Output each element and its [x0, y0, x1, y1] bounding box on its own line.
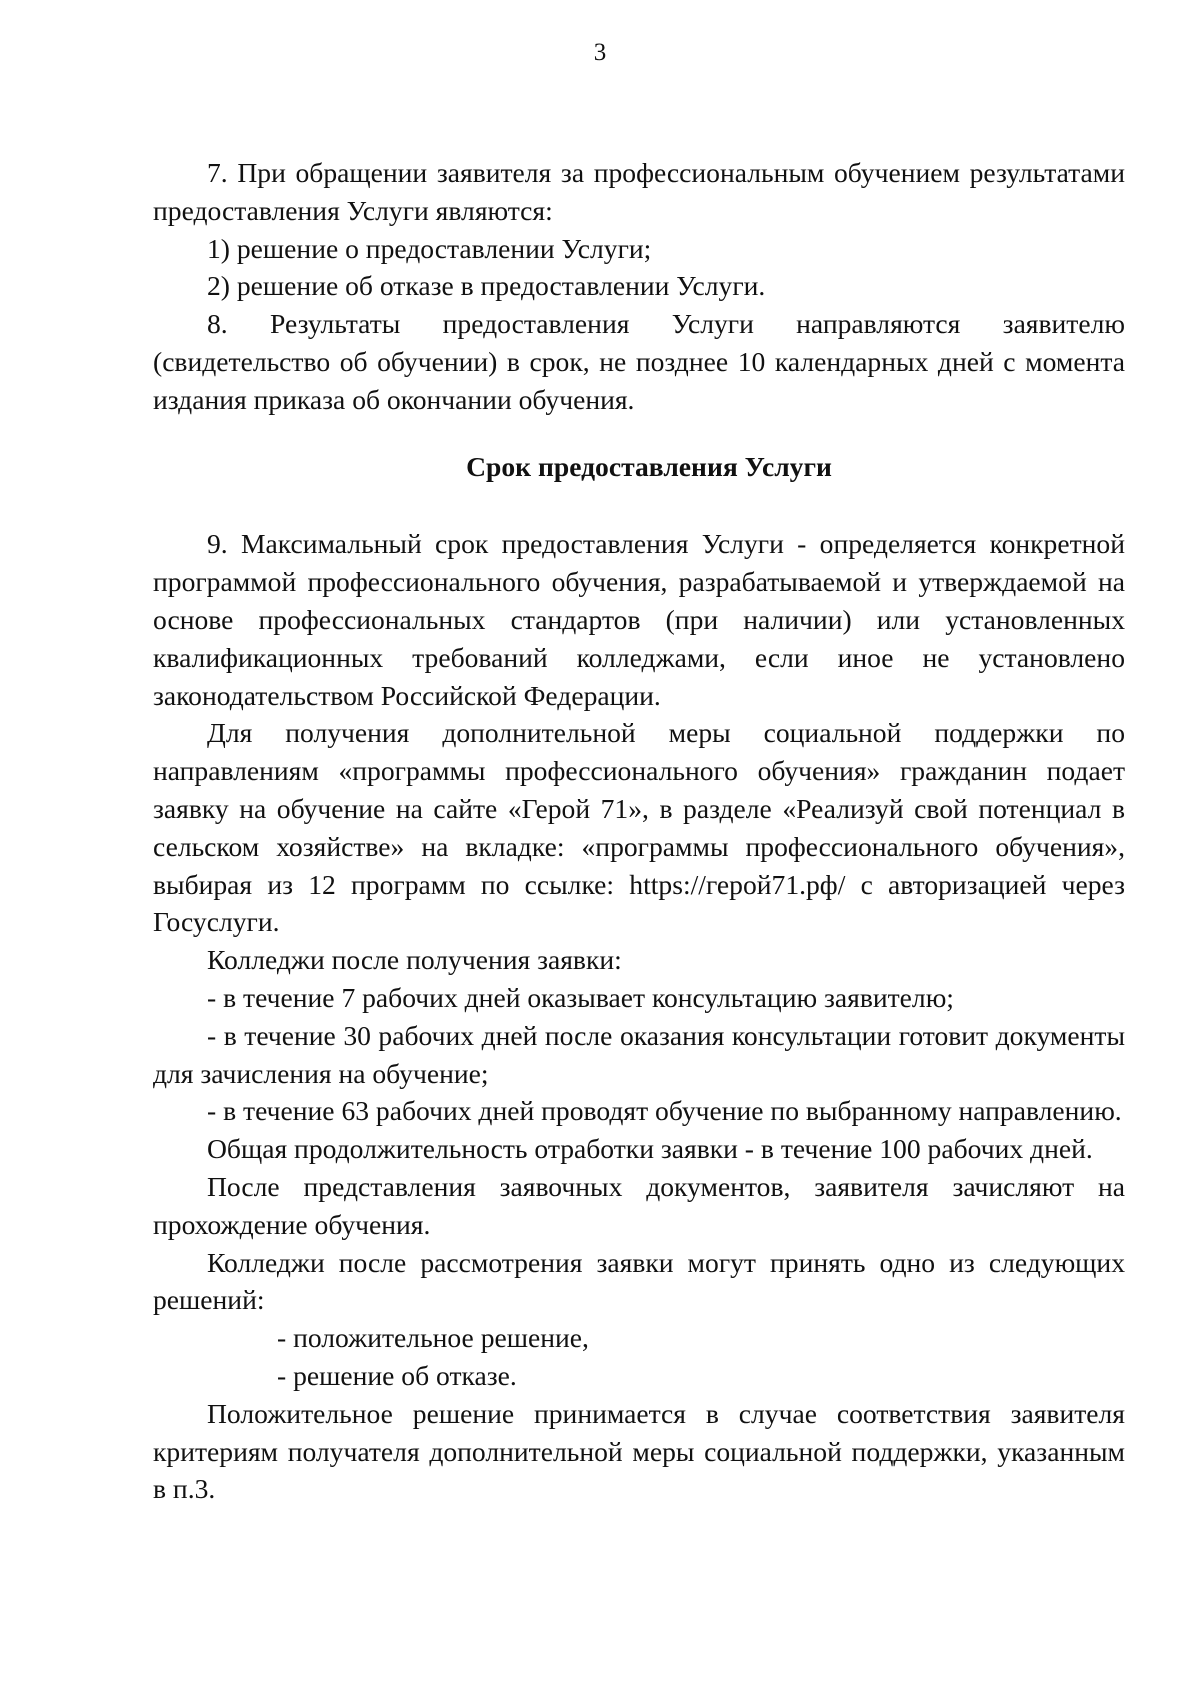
paragraph-total-duration: Общая продолжительность отработки заявки - в течение 100 рабочих дней. — [207, 1133, 1093, 1165]
paragraph-option-positive: - положительное решение, — [277, 1322, 589, 1354]
paragraph-9: 9. Максимальный срок предоставления Услуги - определяется конкретной программой профессионального обучения, разрабатываемой и утверждаемой на основе профессиональных стандартов (при наличии) или установленных квалификационных требований колледжами, если иное не установлено законодательством Российской Федерации. — [153, 528, 1125, 711]
paragraph-8: 8. Результаты предоставления Услуги направляются заявителю (свидетельство об обучении) в срок, не позднее 10 календарных дней с момента издания приказа об окончании обучения. — [153, 308, 1125, 415]
paragraph-option-refusal: - решение об отказе. — [277, 1359, 517, 1391]
paragraph-7-item-1: 1) решение о предоставлении Услуги; — [207, 232, 652, 264]
section-heading: Срок предоставления Услуги — [466, 450, 832, 482]
paragraph-enrollment: После представления заявочных документов, заявителя зачисляют на прохождение обучения. — [153, 1170, 1125, 1240]
paragraph-7-item-2: 2) решение об отказе в предоставлении Услуги. — [207, 270, 766, 302]
paragraph-training: - в течение 63 рабочих дней проводят обучение по выбранному направлению. — [207, 1095, 1122, 1127]
paragraph-hero71: Для получения дополнительной меры социальной поддержки по направлениям «программы профессионального обучения» гражданин подает заявку на обучение на сайте «Герой 71», в разделе «Реализуй свой потенциал в сельском хозяйстве» на вкладке: «программы профессионального обучения», выбирая из 12 программ по ссылке: https://герой71.рф/ с авторизацией через Госуслуги. — [153, 717, 1125, 938]
paragraph-documents: - в течение 30 рабочих дней после оказания консультации готовит документы для зачисления на обучение; — [153, 1019, 1125, 1089]
paragraph-consultation: - в течение 7 рабочих дней оказывает консультацию заявителю; — [207, 981, 954, 1013]
paragraph-decisions: Колледжи после рассмотрения заявки могут принять одно из следующих решений: — [153, 1246, 1125, 1316]
paragraph-positive-decision: Положительное решение принимается в случае соответствия заявителя критериям получателя дополнительной меры социальной поддержки, указанным в п.3. — [153, 1397, 1125, 1505]
paragraph-7-intro: 7. При обращении заявителя за профессиональным обучением результатами предоставления Услуги являются: — [153, 157, 1125, 226]
page-number: 3 — [593, 39, 607, 66]
paragraph-colleges-after-application: Колледжи после получения заявки: — [207, 944, 622, 976]
document-body — [153, 154, 1125, 1508]
